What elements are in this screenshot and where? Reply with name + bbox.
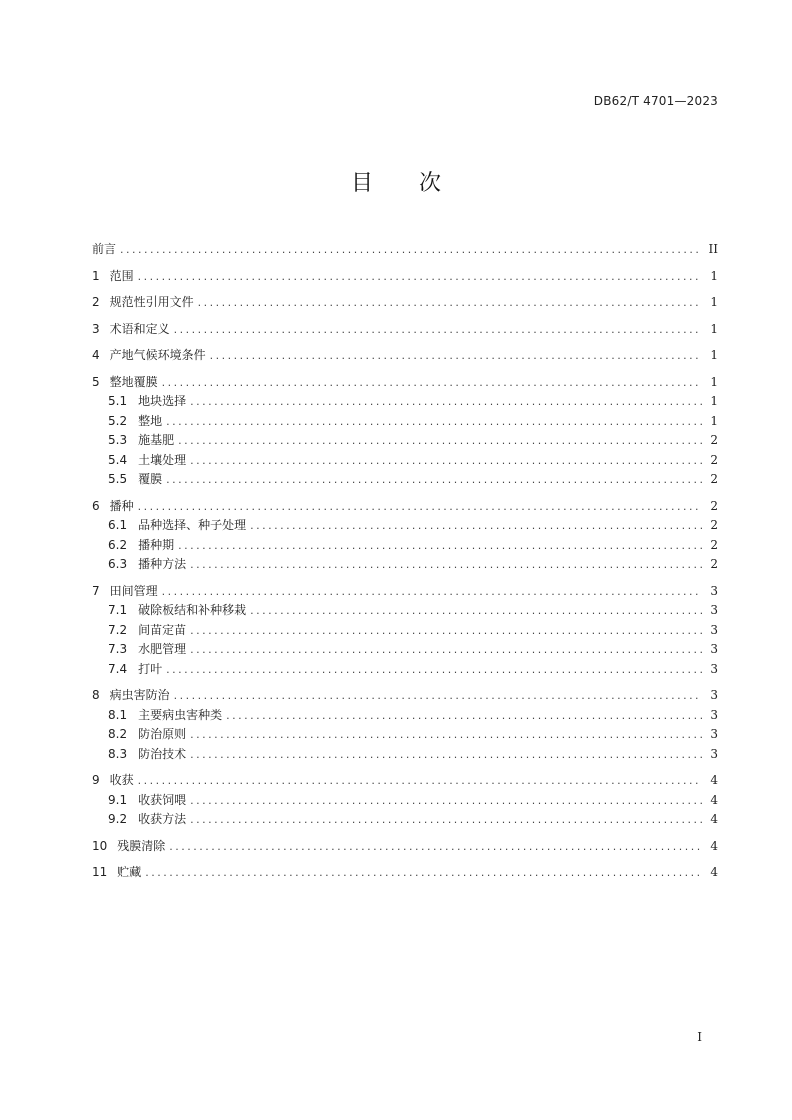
toc-entry-title: 主要病虫害种类: [138, 707, 223, 722]
toc-entry[interactable]: [92, 536, 718, 556]
toc-entry-number: 6.1: [108, 518, 128, 532]
toc-entry[interactable]: [92, 320, 718, 340]
toc-entry-page: II: [708, 242, 718, 256]
toc-entry-page: 1: [710, 321, 718, 336]
toc-entry-title: 收获饲喂: [138, 792, 187, 807]
toc-entry[interactable]: [92, 392, 718, 412]
toc-entry[interactable]: [92, 431, 718, 451]
toc-entry[interactable]: [92, 771, 718, 791]
toc-entry-page: 2: [710, 557, 718, 571]
toc-leader-dots: [190, 451, 702, 471]
toc-leader-dots: [190, 810, 702, 830]
toc-entry-title: 残膜清除: [117, 838, 166, 853]
toc-entry-page: 4: [710, 812, 718, 826]
toc-entry-title: 术语和定义: [109, 321, 170, 336]
toc-entry-number: 8: [92, 688, 100, 702]
toc-entry[interactable]: [92, 373, 718, 393]
toc-entry-number: 4: [92, 348, 100, 362]
title-char-1: 目: [350, 171, 373, 196]
toc-entry-number: 5.5: [108, 472, 128, 486]
toc-entry-page: 3: [710, 727, 718, 741]
toc-leader-dots: [190, 640, 702, 660]
toc-leader-dots: [210, 346, 702, 366]
toc-entry[interactable]: [92, 451, 718, 471]
toc-entry-number: 5.2: [108, 413, 128, 428]
toc-leader-dots: [190, 621, 702, 641]
toc-entry-page: 1: [710, 374, 718, 389]
toc-entry-page: 1: [710, 394, 718, 408]
toc-entry-number: 7.4: [108, 661, 128, 676]
toc-entry-title: 前言: [92, 242, 117, 256]
toc-leader-dots: [166, 660, 702, 680]
toc-entry-number: 5.3: [108, 433, 128, 447]
toc-entry-title: 水肥管理: [138, 642, 187, 656]
toc-leader-dots: [162, 582, 702, 602]
toc-entry-page: 3: [710, 622, 718, 637]
toc-entry-number: 10: [92, 838, 108, 853]
toc-entry-title: 播种: [109, 498, 134, 513]
toc-entry[interactable]: [92, 516, 718, 536]
toc-leader-dots: [138, 771, 702, 791]
toc-entry[interactable]: [92, 293, 718, 313]
toc-entry[interactable]: [92, 497, 718, 517]
toc-entry[interactable]: [92, 791, 718, 811]
toc-entry-number: 7: [92, 583, 100, 598]
title-char-2: 次: [419, 171, 442, 196]
toc-entry[interactable]: [92, 706, 718, 726]
toc-entry-number: 9.1: [108, 792, 128, 807]
toc-entry-title: 收获: [109, 773, 134, 787]
toc-entry-number: 7.3: [108, 642, 128, 656]
toc-leader-dots: [174, 686, 702, 706]
toc-leader-dots: [169, 837, 702, 857]
toc-entry-title: 规范性引用文件: [109, 295, 194, 309]
document-code: DB62/T 4701—2023: [593, 94, 718, 108]
toc-leader-dots: [190, 392, 702, 412]
toc-leader-dots: [190, 725, 702, 745]
toc-entry-number: 8.1: [108, 707, 128, 722]
toc-leader-dots: [190, 745, 702, 765]
toc-entry[interactable]: [92, 810, 718, 830]
toc-entry[interactable]: [92, 745, 718, 765]
toc-entry-page: 1: [710, 413, 718, 428]
toc-entry-page: 3: [710, 707, 718, 722]
toc-entry[interactable]: [92, 725, 718, 745]
toc-leader-dots: [145, 863, 702, 883]
toc-entry-title: 播种方法: [138, 557, 187, 571]
toc-entry-page: 2: [710, 433, 718, 447]
toc-entry[interactable]: [92, 686, 718, 706]
toc-leader-dots: [166, 412, 702, 432]
toc-entry-page: 3: [710, 661, 718, 676]
toc-leader-dots: [178, 431, 702, 451]
toc-entry-number: 7.1: [108, 603, 128, 617]
toc-entry-number: 7.2: [108, 622, 128, 637]
toc-entry-page: 4: [710, 838, 718, 853]
toc-entry-number: 6: [92, 498, 100, 513]
toc-leader-dots: [226, 706, 702, 726]
toc-entry[interactable]: [92, 470, 718, 490]
toc-entry-page: 2: [710, 452, 718, 467]
toc-leader-dots: [138, 267, 702, 287]
toc-entry-number: 5.4: [108, 452, 128, 467]
toc-entry-title: 产地气候环境条件: [109, 348, 206, 362]
toc-entry-number: 6.2: [108, 537, 128, 552]
toc-entry[interactable]: [92, 412, 718, 432]
toc-entry-number: 2: [92, 295, 100, 309]
toc-leader-dots: [162, 373, 702, 393]
toc-leader-dots: [178, 536, 702, 556]
toc-entry-title: 土壤处理: [138, 452, 187, 467]
toc-entry-title: 播种期: [138, 537, 175, 552]
toc-leader-dots: [138, 497, 702, 517]
footer-page-number: I: [697, 1030, 702, 1044]
toc-entry-title: 施基肥: [138, 433, 175, 447]
toc-entry-page: 3: [710, 642, 718, 656]
toc-entry[interactable]: [92, 267, 718, 287]
toc-entry-number: 5: [92, 374, 100, 389]
toc-entry-page: 1: [710, 268, 718, 283]
toc-entry[interactable]: [92, 863, 718, 883]
toc-leader-dots: [198, 293, 702, 313]
toc-leader-dots: [174, 320, 702, 340]
toc-entry[interactable]: [92, 346, 718, 366]
toc-entry-number: 1: [92, 268, 100, 283]
toc-entry[interactable]: [92, 601, 718, 621]
toc-entry-title: 病虫害防治: [109, 688, 170, 702]
toc-entry-title: 田间管理: [109, 583, 158, 598]
toc-entry-number: 9.2: [108, 812, 128, 826]
toc-entry-number: 5.1: [108, 394, 128, 408]
toc-entry-title: 整地: [138, 413, 163, 428]
toc-entry-page: 1: [710, 295, 718, 309]
toc-entry[interactable]: [92, 640, 718, 660]
toc-entry-page: 4: [710, 865, 718, 879]
toc-entry-title: 贮藏: [117, 865, 142, 879]
toc-entry-number: 8.2: [108, 727, 128, 741]
toc-leader-dots: [190, 555, 702, 575]
toc-entry[interactable]: [92, 621, 718, 641]
toc-entry-number: 11: [92, 865, 108, 879]
toc-entry-page: 3: [710, 583, 718, 598]
toc-leader-dots: [166, 470, 702, 490]
toc-entry-page: 2: [710, 498, 718, 513]
toc-entry-page: 2: [710, 518, 718, 532]
toc-entry-page: 3: [710, 603, 718, 617]
toc-entry-title: 品种选择、种子处理: [138, 518, 247, 532]
toc-entry-title: 整地覆膜: [109, 374, 158, 389]
toc-entry-page: 4: [710, 792, 718, 807]
table-of-contents: [92, 240, 718, 883]
toc-entry-number: 6.3: [108, 557, 128, 571]
toc-entry-number: 3: [92, 321, 100, 336]
toc-entry[interactable]: [92, 582, 718, 602]
toc-leader-dots: [120, 240, 702, 260]
toc-leader-dots: [250, 601, 702, 621]
toc-entry-title: 防治原则: [138, 727, 187, 741]
toc-entry-title: 间苗定苗: [138, 622, 187, 637]
toc-entry-title: 破除板结和补种移栽: [138, 603, 247, 617]
page-title: [0, 166, 792, 197]
toc-entry[interactable]: [92, 660, 718, 680]
toc-entry-title: 防治技术: [138, 746, 187, 761]
toc-entry-page: 2: [710, 472, 718, 486]
toc-leader-dots: [190, 791, 702, 811]
toc-entry-page: 3: [710, 688, 718, 702]
toc-leader-dots: [250, 516, 702, 536]
toc-entry-page: 4: [710, 773, 718, 787]
toc-entry-title: 覆膜: [138, 472, 163, 486]
toc-entry-page: 1: [710, 348, 718, 362]
toc-entry-title: 范围: [109, 268, 134, 283]
toc-entry-page: 3: [710, 746, 718, 761]
toc-entry-title: 打叶: [138, 661, 163, 676]
toc-entry-number: 8.3: [108, 746, 128, 761]
toc-entry-title: 地块选择: [138, 394, 187, 408]
toc-entry[interactable]: [92, 240, 718, 260]
toc-entry-page: 2: [710, 537, 718, 552]
toc-entry[interactable]: [92, 837, 718, 857]
toc-entry-number: 9: [92, 773, 100, 787]
toc-entry-title: 收获方法: [138, 812, 187, 826]
toc-entry[interactable]: [92, 555, 718, 575]
